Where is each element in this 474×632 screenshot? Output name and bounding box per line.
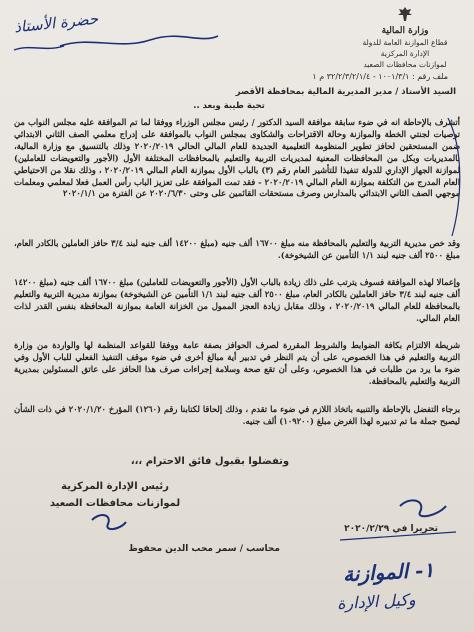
signature-title-2: لموازنات محافظات الصعيد: [49, 498, 181, 509]
initial-mark: [92, 515, 126, 529]
paragraph-1: أتشرف بالإحاطة انه في ضوء سابقة موافقة السيد الدكتور / رئيس مجلس الوزراء ووفقا لما تم الموافقة عليه مجلس النواب من توصيات لجنتي الخطة والموازنة وحالة الاقتراحات والشكاوى بمجلس النواب بالموافقة على إدراج معلمي الصف الثاني الابتدائي ضمن المستحقين لحافز تطوير المنظومة التعليمية الجديدة للعام المالي الحالي ٢٠٢٠/٢٠١٩ وذلك بالتنسيق مع وزارة المالية، بالمديريات وبكل من المحافظات المعنية لمديريات التربية والتعليم بالمحافظات المختلفة الأول (الأجور والتعويضات للعاملين) لموازنة الجهاز الإداري للدولة تنفيذا للتأشير العام رقم (٣) بالباب الأول بموازنة العام المالي ٢٠٢٠/٢٠١٩ ، وذلك نقلا من الاحتياطي العام المدرج من التكلفة بموازنة العام المالي ٢٠٢٠/٢٠١٩ - فقد تمت الموافقة على تعزيز الباب رأس العمل فعلا لمعلمي ومعلمات موجهي الصف الثاني الابتدائي بالمدارس وصرف مستحقات القائمين على وحتى ٢٠٢٠/٦/٣٠ عن الفترة من ٢٠٢٠/١/١: [14, 117, 461, 199]
letterhead-line-1: قطاع الموازنة العامة للدولة: [362, 38, 448, 47]
top-scribble-2: [14, 46, 64, 50]
handwritten-note-bottom-2: وكيل الإدارة: [336, 589, 417, 614]
paragraph-4: شريطة الالتزام بكافة الضوابط والشروط المقررة لصرف الحوافز بصفة عامة ووفقا للقواعد المنظمة لها والواردة من وزارة التربية والتعليم في هذا الخصوص، على أن يتم النظر في تدبير أية مبالغ أخرى في ضوء موقف التنفيذ الفعلي للباب الأول وفي ضوء ما يرد من طلبات في هذا الخصوص، وعلى أن تقع صحة وسلامة إجراءات صرف هذا الحافز على عاتق المسئولين بمديرية التربية والتعليم بالمحافظة.: [14, 340, 460, 386]
letterhead-line-2: الإدارة المركزية: [380, 49, 430, 58]
signature-title-1: رئيس الإدارة المركزية: [61, 481, 169, 492]
preparer-name: محاسب / سمر محب الدين محفوظ: [128, 544, 280, 554]
eagle-emblem-icon: [397, 6, 413, 22]
handwritten-note-top: حضرة الأستاذ: [13, 9, 99, 37]
file-reference: ملف رقم : ١٠٠١/٣/١ - ٣٢/٢/٣/٢/١/٤ م ١: [312, 72, 448, 81]
top-scribble: [60, 36, 218, 46]
letterhead: [350, 6, 460, 70]
date-signature: [400, 500, 446, 516]
signature-block: [30, 478, 200, 512]
letterhead-line-3: لموازنات محافظات الصعيد: [363, 60, 447, 69]
ministry-name: وزارة المالية: [381, 26, 429, 36]
closing-line: وتفضلوا بقبول فائق الاحترام ،،،: [130, 456, 290, 467]
greeting: تحية طيبة وبعد ..: [193, 101, 265, 111]
paragraph-3: وإعمالا لهذه الموافقة فسوف يترتب على ذلك زيادة بالباب الأول (الأجور والتعويضات للعاملين) مبلغ ١٦٧٠٠ ألف جنيه (مبلغ ١٤٢٠٠ ألف جنيه لبند ٣/٤ حافز العاملين بالكادر العام، مبلغ ٢٥٠٠ ألف جنيه لبند ١/١ التأمين عن الشيخوخة) بموازنة مديرية التربية والتعليم بالمحافظة للعام المالي ٢٠٢٠/٢٠١٩ ، وذلك مقابل زيادة العجز الممول من الخزانة العامة بموازنة المحافظة بنفس القدر لذات العام المالي.: [14, 277, 461, 323]
paragraph-5: برجاء التفضل بالإحاطة والتنبيه باتخاذ اللازم في ضوء ما تقدم ، وذلك إلحاقا لكتابنا رقم (١٢٦٠) المؤرخ ٢٠٢٠/١/٢٠ في ذات الشأن ليصبح جملة ما تم تدبيره لهذا الغرض مبلغ (١٠٩٢٠٠) ألف جنيه.: [14, 404, 461, 426]
issue-date: تحريرا في ٢٠٢٠/٢/٢٩: [344, 524, 438, 534]
paragraph-2: وقد خص مديرية التربية والتعليم بالمحافظة منه مبلغ ١٦٧٠٠ ألف جنيه (مبلغ ١٤٢٠٠ ألف جنيه لبند ٣/٤ حافز العاملين بالكادر العام، مبلغ ٢٥٠٠ ألف جنيه لبند ١/١ التأمين عن الشيخوخة).: [14, 238, 460, 260]
handwritten-note-bottom-1: ١- الموازنة: [342, 557, 435, 587]
addressee: السيد الأستاذ / مدير المديرية المالية بمحافظة الأقصر: [235, 87, 456, 97]
